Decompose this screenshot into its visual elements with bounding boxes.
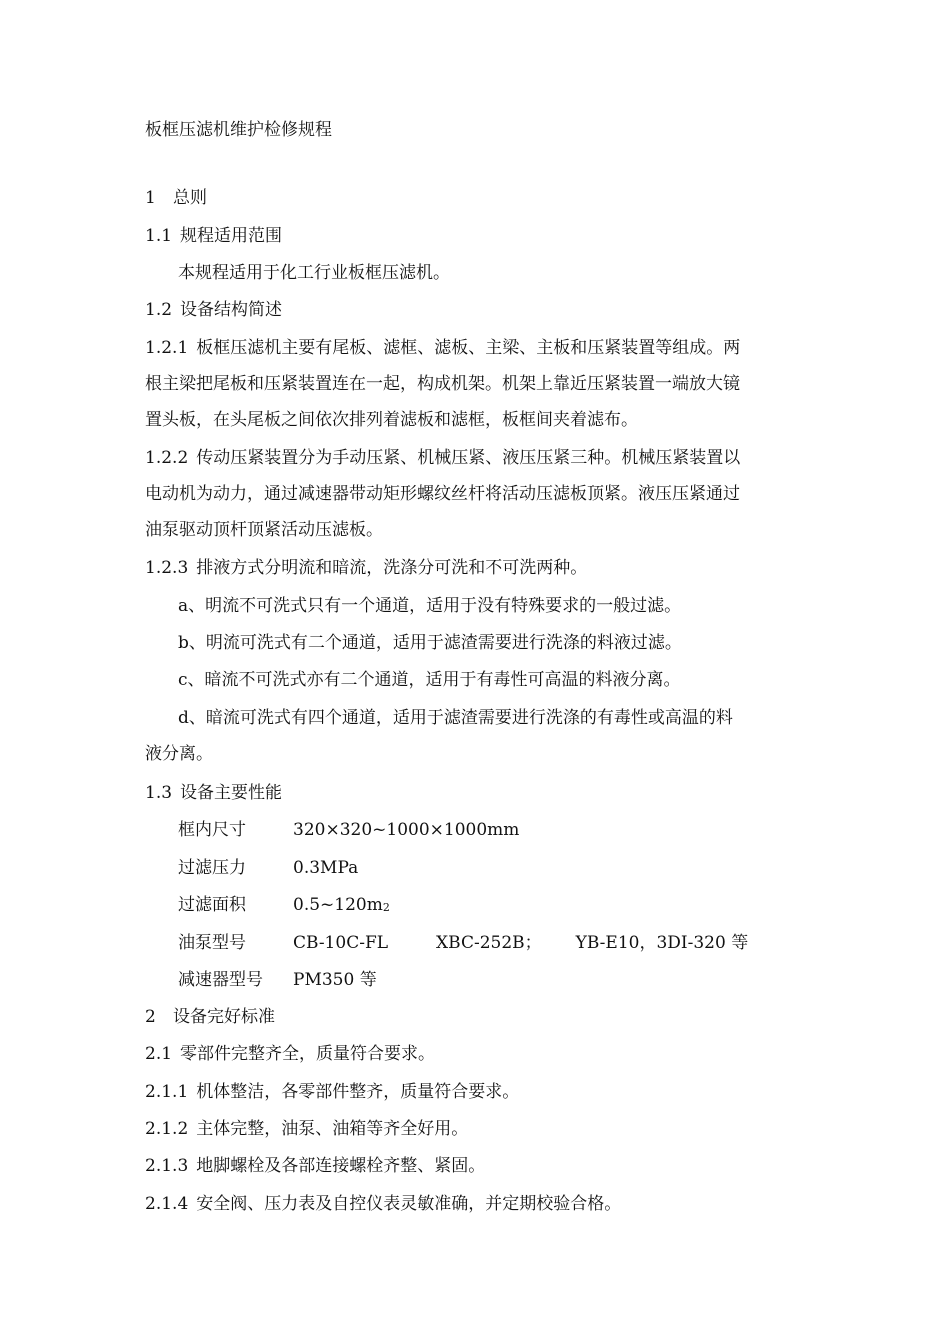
para-2-1-4-text: 安全阀、压力表及自控仪表灵敏准确，并定期校验合格。	[196, 1194, 622, 1214]
para-1-2-2-number: 1.2.2	[145, 448, 189, 468]
spec-frame-size-label: 框内尺寸	[178, 820, 246, 840]
spec-pump-model-value-3: YB-E10，3DI-320 等	[575, 933, 749, 953]
heading-1-2-text: 设备结构简述	[180, 300, 283, 320]
list-item-b: b、明流可洗式有二个通道，适用于滤渣需要进行洗涤的料液过滤。	[178, 633, 682, 653]
document-title: 板框压滤机维护检修规程	[145, 120, 332, 140]
list-item-d-line-1: d、暗流可洗式有四个通道，适用于滤渣需要进行洗涤的有毒性或高温的料	[178, 708, 733, 728]
heading-1-3	[145, 781, 810, 805]
para-2-1-2-text: 主体完整，油泵、油箱等齐全好用。	[196, 1119, 469, 1139]
para-1-2-2-line-3: 油泵驱动顶杆顶紧活动压滤板。	[145, 520, 383, 540]
list-item-a: a、明流不可洗式只有一个通道，适用于没有特殊要求的一般过滤。	[178, 596, 682, 616]
spec-filter-pressure	[178, 856, 843, 880]
para-2-1-3-text: 地脚螺栓及各部连接螺栓齐整、紧固。	[196, 1156, 486, 1176]
para-1-2-1-line-1	[145, 336, 810, 360]
spec-pump-model-value-1: CB-10C-FL	[293, 933, 389, 953]
para-1-2-3-number: 1.2.3	[145, 558, 189, 578]
para-2-1-1-number: 2.1.1	[145, 1082, 189, 1102]
heading-1-1-text: 规程适用范围	[180, 226, 283, 246]
heading-2	[145, 1005, 810, 1029]
para-2-1-text: 零部件完整齐全，质量符合要求。	[180, 1044, 436, 1064]
list-item-d-line-2: 液分离。	[145, 744, 213, 764]
para-1-2-1-text-1: 板框压滤机主要有尾板、滤框、滤板、主梁、主板和压紧装置等组成。两	[196, 338, 741, 358]
heading-1-2	[145, 298, 810, 322]
scope-paragraph: 本规程适用于化工行业板框压滤机。	[178, 263, 450, 283]
para-2-1-2-number: 2.1.2	[145, 1119, 189, 1139]
spec-pump-model-label: 油泵型号	[178, 933, 246, 953]
spec-frame-size	[178, 818, 843, 842]
para-2-1-4	[145, 1192, 810, 1216]
heading-1-3-text: 设备主要性能	[180, 783, 283, 803]
spec-filter-pressure-value: 0.3MPa	[293, 858, 359, 878]
spec-reducer-model	[178, 968, 843, 992]
spec-reducer-model-value: PM350 等	[293, 970, 377, 990]
para-2-1-2	[145, 1117, 810, 1141]
spec-filter-area-superscript: 2	[382, 901, 390, 914]
heading-1-3-number: 1.3	[145, 783, 173, 803]
para-1-2-2-line-1	[145, 446, 810, 470]
spec-filter-area-value: 0.5~120m	[293, 895, 383, 915]
para-1-2-1-number: 1.2.1	[145, 338, 189, 358]
spec-pump-model-value-2: XBC-252B；	[436, 933, 542, 953]
heading-1-number: 1	[145, 188, 156, 208]
spec-reducer-model-label: 减速器型号	[178, 970, 263, 990]
spec-frame-size-value: 320×320~1000×1000mm	[293, 820, 520, 840]
heading-1-1-number: 1.1	[145, 226, 173, 246]
spec-filter-area-label: 过滤面积	[178, 895, 246, 915]
heading-1-text: 总则	[173, 188, 207, 208]
para-2-1-1-text: 机体整洁，各零部件整齐，质量符合要求。	[196, 1082, 520, 1102]
para-1-2-1-line-2: 根主梁把尾板和压紧装置连在一起，构成机架。机架上靠近压紧装置一端放大镜	[145, 374, 740, 394]
heading-1-2-number: 1.2	[145, 300, 173, 320]
heading-1	[145, 186, 810, 210]
heading-2-number: 2	[145, 1007, 156, 1027]
para-2-1	[145, 1042, 810, 1066]
para-1-2-3	[145, 556, 810, 580]
para-1-2-3-text: 排液方式分明流和暗流，洗涤分可洗和不可洗两种。	[196, 558, 588, 578]
spec-pump-model	[178, 931, 843, 955]
spec-filter-pressure-label: 过滤压力	[178, 858, 246, 878]
heading-2-text: 设备完好标准	[173, 1007, 275, 1027]
spec-filter-area	[178, 893, 843, 920]
para-2-1-3	[145, 1154, 810, 1178]
para-2-1-3-number: 2.1.3	[145, 1156, 189, 1176]
para-1-2-1-line-3: 置头板，在头尾板之间依次排列着滤板和滤框，板框间夹着滤布。	[145, 410, 638, 430]
para-2-1-4-number: 2.1.4	[145, 1194, 189, 1214]
para-2-1-1	[145, 1080, 810, 1104]
para-2-1-number: 2.1	[145, 1044, 173, 1064]
list-item-c: c、暗流不可洗式亦有二个通道，适用于有毒性可高温的料液分离。	[178, 670, 681, 690]
heading-1-1	[145, 224, 810, 248]
para-1-2-2-text-1: 传动压紧装置分为手动压紧、机械压紧、液压压紧三种。机械压紧装置以	[196, 448, 741, 468]
para-1-2-2-line-2: 电动机为动力，通过减速器带动矩形螺纹丝杆将活动压滤板顶紧。液压压紧通过	[145, 484, 740, 504]
